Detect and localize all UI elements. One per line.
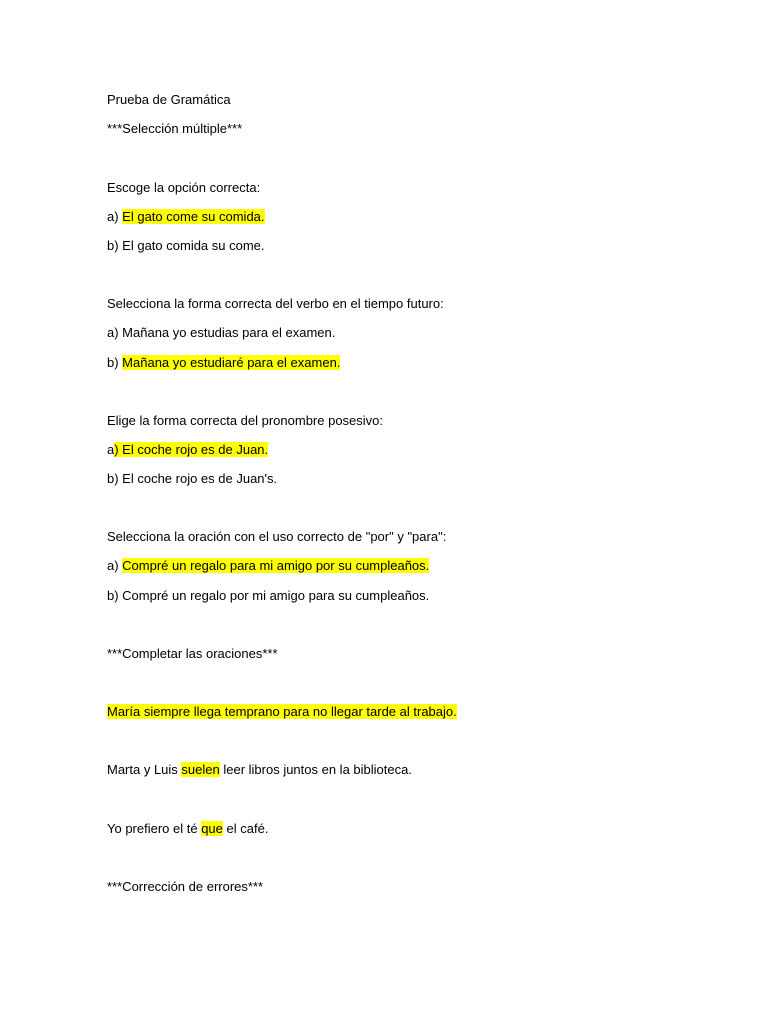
option-prefix: a) bbox=[107, 209, 123, 224]
completed-sentence bbox=[107, 762, 412, 778]
highlighted-answer: que bbox=[201, 821, 223, 836]
highlighted-answer: Mañana yo estudiaré para el examen. bbox=[122, 355, 341, 370]
highlighted-answer: María siempre llega temprano para no llegar tarde al trabajo. bbox=[107, 704, 457, 719]
document-title: Prueba de Gramática bbox=[107, 92, 231, 107]
question-prompt: Selecciona la oración con el uso correcto de "por" y "para": bbox=[107, 529, 447, 544]
sentence-before: Yo prefiero el té bbox=[107, 821, 202, 836]
option-prefix: a) bbox=[107, 558, 123, 573]
answer-option-a: a) Mañana yo estudias para el examen. bbox=[107, 325, 336, 340]
highlighted-answer: ) El coche rojo es de Juan. bbox=[114, 442, 269, 457]
answer-option-b: b) El gato comida su come. bbox=[107, 238, 265, 253]
sentence-after: el café. bbox=[222, 821, 269, 836]
answer-option-b bbox=[107, 355, 340, 371]
section-heading-complete: ***Completar las oraciones*** bbox=[107, 646, 278, 661]
answer-option-a bbox=[107, 209, 265, 225]
option-prefix: a bbox=[107, 442, 115, 457]
answer-option-a bbox=[107, 442, 268, 458]
answer-option-b: b) El coche rojo es de Juan's. bbox=[107, 471, 278, 486]
highlighted-answer: El gato come su comida. bbox=[122, 209, 265, 224]
section-heading-multiple-choice: ***Selección múltiple*** bbox=[107, 121, 243, 136]
question-prompt: Elige la forma correcta del pronombre posesivo: bbox=[107, 413, 384, 428]
highlighted-answer: suelen bbox=[181, 762, 220, 777]
question-prompt: Escoge la opción correcta: bbox=[107, 180, 261, 195]
completed-sentence bbox=[107, 704, 457, 720]
highlighted-answer: Compré un regalo para mi amigo por su cumpleaños. bbox=[122, 558, 430, 573]
question-prompt: Selecciona la forma correcta del verbo en el tiempo futuro: bbox=[107, 296, 444, 311]
sentence-before: Marta y Luis bbox=[107, 762, 182, 777]
answer-option-b: b) Compré un regalo por mi amigo para su cumpleaños. bbox=[107, 588, 430, 603]
option-prefix: b) bbox=[107, 355, 123, 370]
sentence-after: leer libros juntos en la biblioteca. bbox=[219, 762, 412, 777]
section-heading-errors: ***Corrección de errores*** bbox=[107, 879, 264, 894]
answer-option-a bbox=[107, 558, 429, 574]
completed-sentence bbox=[107, 821, 268, 837]
